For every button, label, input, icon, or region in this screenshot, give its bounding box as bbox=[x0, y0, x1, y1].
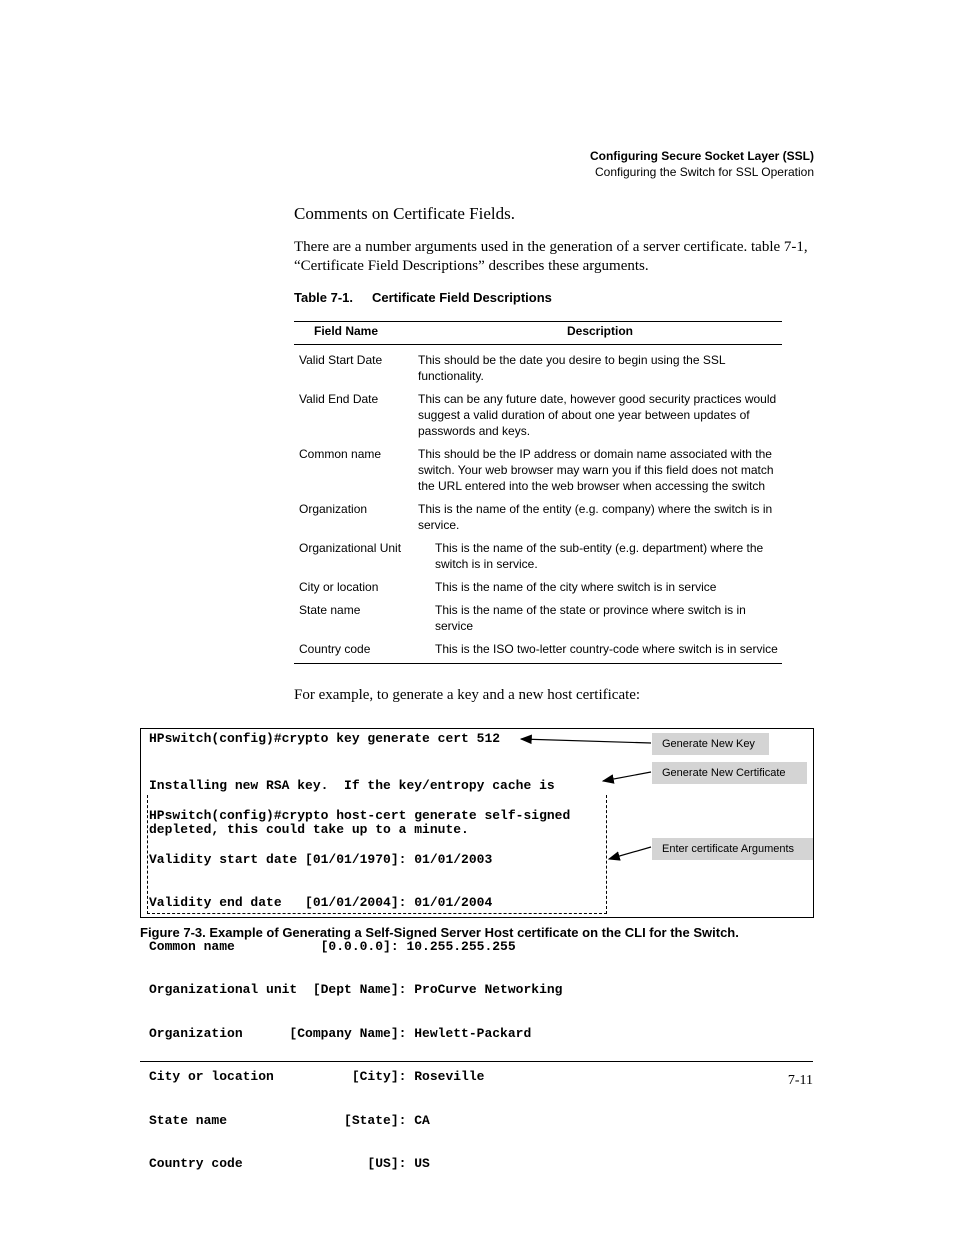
table-row bbox=[294, 446, 782, 501]
arrow-cert bbox=[603, 772, 651, 781]
field-name-cell: Organizational Unit bbox=[299, 541, 402, 555]
callout-enter-arguments: Enter certificate Arguments bbox=[652, 838, 813, 860]
callout-arrows bbox=[141, 729, 813, 917]
description-cell: This should be the date you desire to begin using the SSL functionality. bbox=[418, 353, 726, 383]
table-row bbox=[294, 345, 782, 392]
description-cell: This is the ISO two-letter country-code where switch is in service bbox=[418, 641, 782, 664]
certificate-fields-table bbox=[294, 321, 782, 664]
table-row bbox=[294, 540, 782, 579]
arrow-args bbox=[609, 847, 651, 859]
table-title: Certificate Field Descriptions bbox=[372, 290, 552, 305]
footer-rule bbox=[140, 1061, 813, 1062]
field-name-cell: State name bbox=[299, 603, 361, 617]
cli-arg-line: City or location [City]: Roseville bbox=[149, 1069, 485, 1084]
cli-arg-line: Validity start date [01/01/1970]: 01/01/2003 bbox=[149, 851, 493, 867]
field-name-cell: Country code bbox=[294, 641, 418, 664]
figure-caption: Figure 7-3. Example of Generating a Self-Signed Server Host certificate on the CLI for the Switch. bbox=[140, 925, 739, 940]
field-name-cell: Common name bbox=[299, 447, 382, 461]
intro-text: There are a number arguments used in the generation of a server certificate. table 7-1, “Certificate Field Descriptions” describes these arguments. bbox=[294, 239, 808, 274]
table-row bbox=[294, 641, 782, 664]
field-name-cell: Valid Start Date bbox=[299, 353, 383, 367]
description-cell: This is the name of the city where switch is in service bbox=[435, 580, 717, 594]
section-heading: Comments on Certificate Fields. bbox=[294, 204, 515, 223]
page-number: 7-11 bbox=[787, 1073, 813, 1088]
callout-generate-key: Generate New Key bbox=[652, 733, 769, 755]
table-header-row bbox=[294, 322, 782, 345]
table-row bbox=[294, 602, 782, 641]
table-row bbox=[294, 579, 782, 602]
field-name-cell: Organization bbox=[299, 502, 368, 516]
cli-command-key: HPswitch(config)#crypto key generate cert 512 bbox=[149, 731, 501, 746]
description-cell: This should be the IP address or domain name associated with the switch. Your web browser may warn you if this field does not match the URL entered into the web browser when accessing the switch bbox=[418, 447, 774, 493]
table-row bbox=[294, 501, 782, 540]
cli-arg-line: Country code [US]: US bbox=[149, 1156, 430, 1171]
description-cell: This is the name of the entity (e.g. company) where the switch is in service. bbox=[418, 502, 773, 532]
description-cell: This is the name of the sub-entity (e.g. department) where the switch is in service. bbox=[435, 541, 764, 571]
cli-arg-line: Common name [0.0.0.0]: 10.255.255.255 bbox=[149, 938, 516, 954]
running-head-chapter: Configuring Secure Socket Layer (SSL) bbox=[589, 149, 814, 163]
callout-generate-cert: Generate New Certificate bbox=[652, 762, 807, 784]
table-caption bbox=[294, 290, 552, 305]
field-name-cell: Valid End Date bbox=[299, 392, 379, 406]
header-field-name: Field Name bbox=[294, 322, 418, 345]
description-cell: This is the name of the state or province where switch is in service bbox=[435, 603, 746, 633]
arrow-key bbox=[521, 739, 651, 743]
cli-command-cert: HPswitch(config)#crypto host-cert generate self-signed bbox=[149, 808, 571, 823]
table-row bbox=[294, 391, 782, 446]
example-text: For example, to generate a key and a new host certificate: bbox=[294, 687, 641, 703]
cli-arg-line: State name [State]: CA bbox=[149, 1112, 430, 1128]
cli-output-line: Installing new RSA key. If the key/entropy cache is bbox=[149, 778, 555, 793]
header-description: Description bbox=[418, 322, 782, 345]
table-number: Table 7-1. bbox=[294, 290, 354, 305]
cli-output-line: depleted, this could take up to a minute. bbox=[149, 821, 469, 837]
cli-arg-line: Validity end date [01/01/2004]: 01/01/2004 bbox=[149, 895, 493, 910]
cli-arg-line: Organization [Company Name]: Hewlett-Packard bbox=[149, 1025, 532, 1041]
cli-arg-line: Organizational unit [Dept Name]: ProCurve Networking bbox=[149, 982, 563, 997]
field-name-cell: City or location bbox=[299, 580, 379, 594]
running-head-section: Configuring the Switch for SSL Operation bbox=[594, 165, 814, 179]
description-cell: This can be any future date, however good security practices would suggest a valid duration of about one year between updates of passwords and keys. bbox=[418, 392, 777, 438]
intro-paragraph bbox=[294, 238, 824, 276]
